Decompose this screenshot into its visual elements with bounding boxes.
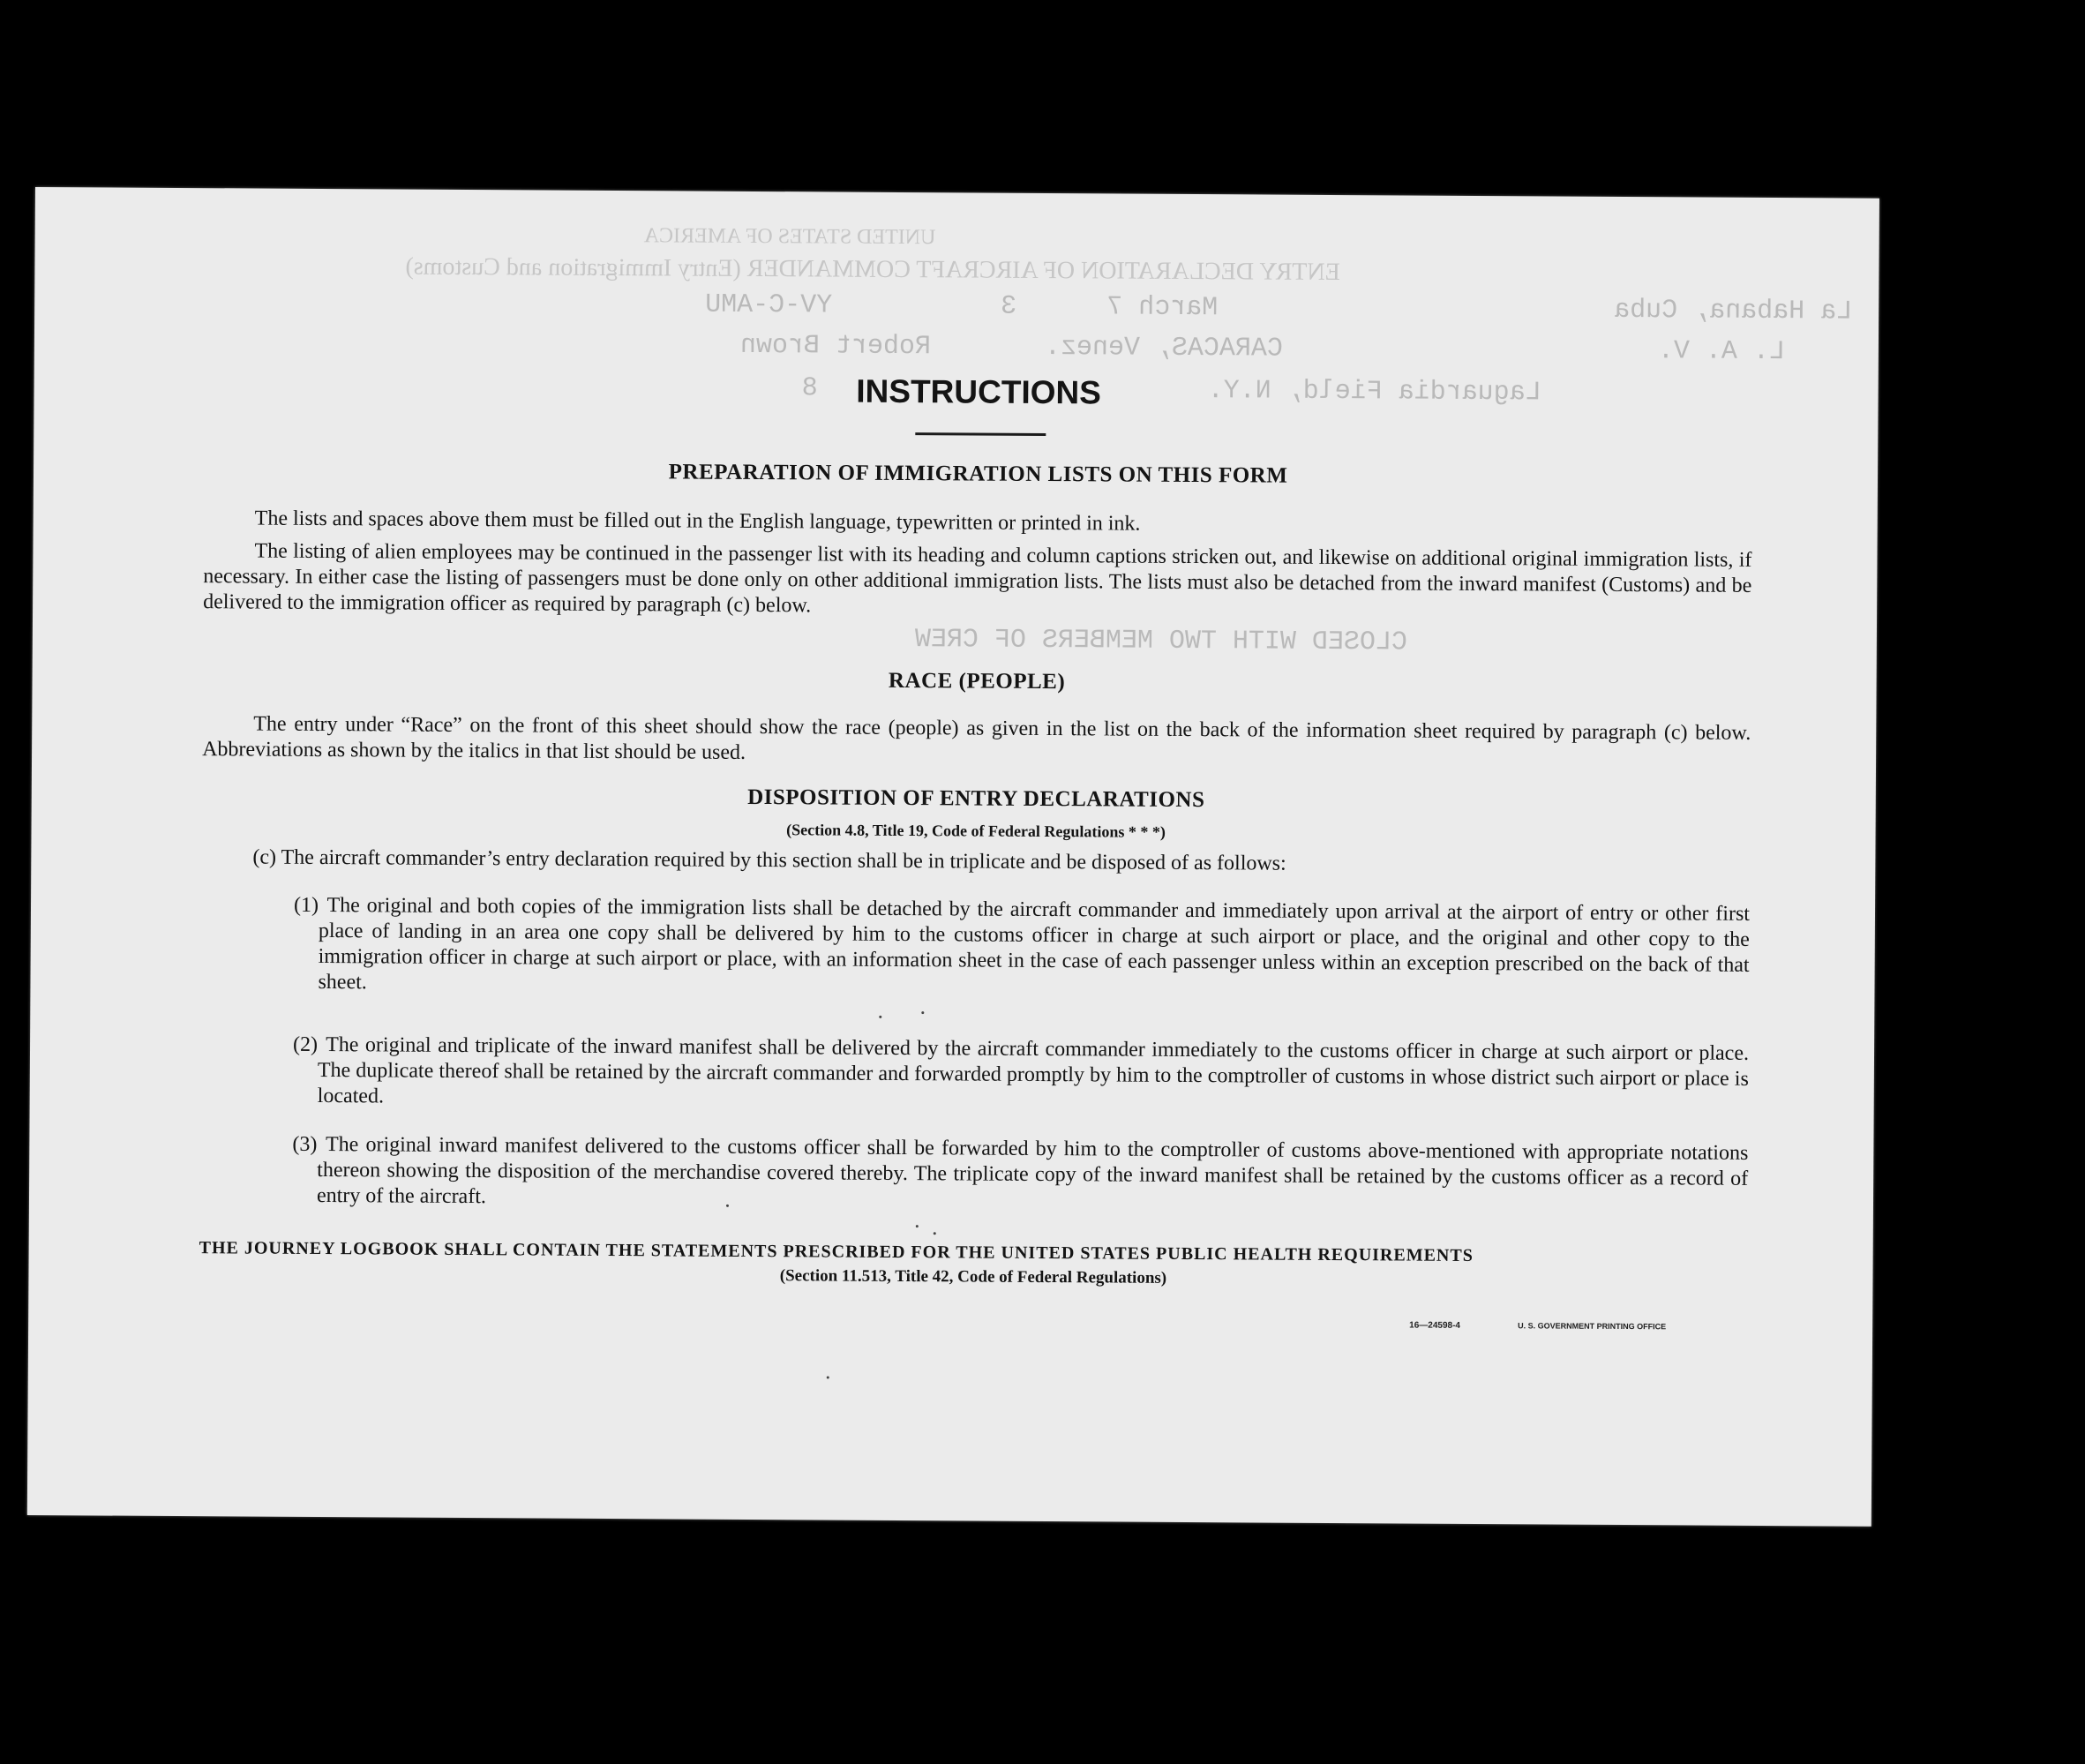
section-heading-disposition: DISPOSITION OF ENTRY DECLARATIONS — [747, 784, 1205, 813]
list-item-number: (1) — [293, 893, 319, 917]
bleed-through-text: Robert Brown — [739, 330, 932, 363]
bleed-through-text: March 7 — [1106, 292, 1219, 324]
bleed-through-text: CARACAS, Venez. — [1044, 332, 1284, 364]
bleed-through-header: ENTRY DECLARATION OF AIRCRAFT COMMANDER (Entry Immigration and Customs) — [405, 252, 1340, 287]
scan-speck — [879, 1016, 881, 1018]
bleed-through-text: CLOSED WITH TWO MEMBERS OF CREW — [914, 625, 1408, 658]
section-heading-preparation: PREPARATION OF IMMIGRATION LISTS ON THIS FORM — [668, 460, 1288, 488]
bleed-through-header: UNITED STATES OF AMERICA — [643, 224, 936, 250]
title-underline — [915, 432, 1046, 436]
list-item — [292, 1132, 1749, 1218]
scan-speck — [916, 1225, 919, 1227]
page-title: INSTRUCTIONS — [856, 372, 1101, 411]
logbook-statement: THE JOURNEY LOGBOOK SHALL CONTAIN THE STATEMENTS PRESCRIBED FOR THE UNITED STATES PUBLIC HEALTH REQUIREMENTS — [199, 1238, 1474, 1265]
document-sheet — [27, 187, 1879, 1527]
scan-speck — [726, 1205, 729, 1207]
list-item — [293, 893, 1750, 1004]
list-item-number: (3) — [292, 1132, 318, 1156]
bleed-through-text: L. A. V. — [1657, 336, 1786, 368]
scan-speck — [921, 1011, 924, 1014]
list-item-text: The original and both copies of the immigration lists shall be detached by the aircraft commander and immediately upon arrival at the airport of entry or other first place of landing in an area one copy shall be delivered by him to the customs officer in charge at such airport or place, and the original and other copy to the immigration officer in charge at such airport or place, with an information sheet in the case of each passenger unless within an exception prescribed on the back of that sheet. — [318, 894, 1751, 995]
section-heading-race: RACE (PEOPLE) — [888, 668, 1066, 694]
list-item — [293, 1032, 1750, 1118]
list-item-text: The original inward manifest delivered to the customs officer shall be forwarded by him to the comptroller of customs above-mentioned with appropriate notations thereon showing the disposition of the merchandise covered thereby. The triplicate copy of the inward manifest shall be retained by the customs officer as a record of entry of the aircraft. — [316, 1133, 1749, 1209]
logbook-citation: (Section 11.513, Title 42, Code of Federal Regulations) — [779, 1266, 1167, 1287]
list-item-text: The original and triplicate of the inward manifest shall be delivered by the aircraft commander immediately to the customs officer in charge at such airport or place. The duplicate thereof shall be retained by the aircraft commander and forwarded promptly by him to the comptroller of customs in whose district such airport or place is located. — [317, 1033, 1750, 1108]
bleed-through-text: La Habana, Cuba — [1614, 295, 1853, 327]
paragraph: The lists and spaces above them must be filled out in the English language, typewritten or printed in ink. — [254, 507, 1141, 536]
scan-speck — [827, 1377, 829, 1379]
paragraph: The entry under “Race” on the front of this sheet should show the race (people) as given in the list on the back of the information sheet required by paragraph (c) below. Abbreviations as shown by the italics in that list should be used. — [202, 712, 1751, 764]
section-citation: (Section 4.8, Title 19, Code of Federal Regulations * * *) — [786, 821, 1166, 841]
paragraph-intro: (c) The aircraft commander’s entry declaration required by this section shall be in triplicate and be disposed of as follows: — [252, 845, 1286, 875]
form-number: 16—24598-4 — [1409, 1320, 1461, 1331]
list-item-number: (2) — [292, 1032, 319, 1056]
paragraph: The listing of alien employees may be continued in the passenger list with its heading and column captions stricken out, and likewise on additional original immigration lists, if necessary. In either case the listing of passengers must be done only on other additional immigration lists. The lists must also be detached from the inward manifest (Customs) and be delivered to the immigration officer as required by paragraph (c) below. — [203, 539, 1752, 618]
bleed-through-text: 8 — [801, 373, 818, 404]
scan-speck — [934, 1232, 936, 1235]
printer-imprint: U. S. GOVERNMENT PRINTING OFFICE — [1518, 1321, 1667, 1332]
bleed-through-text: Laguardia Field, N.Y. — [1207, 376, 1541, 409]
bleed-through-text: 3 — [1001, 291, 1017, 322]
bleed-through-text: YV-C-AMU — [705, 289, 833, 321]
